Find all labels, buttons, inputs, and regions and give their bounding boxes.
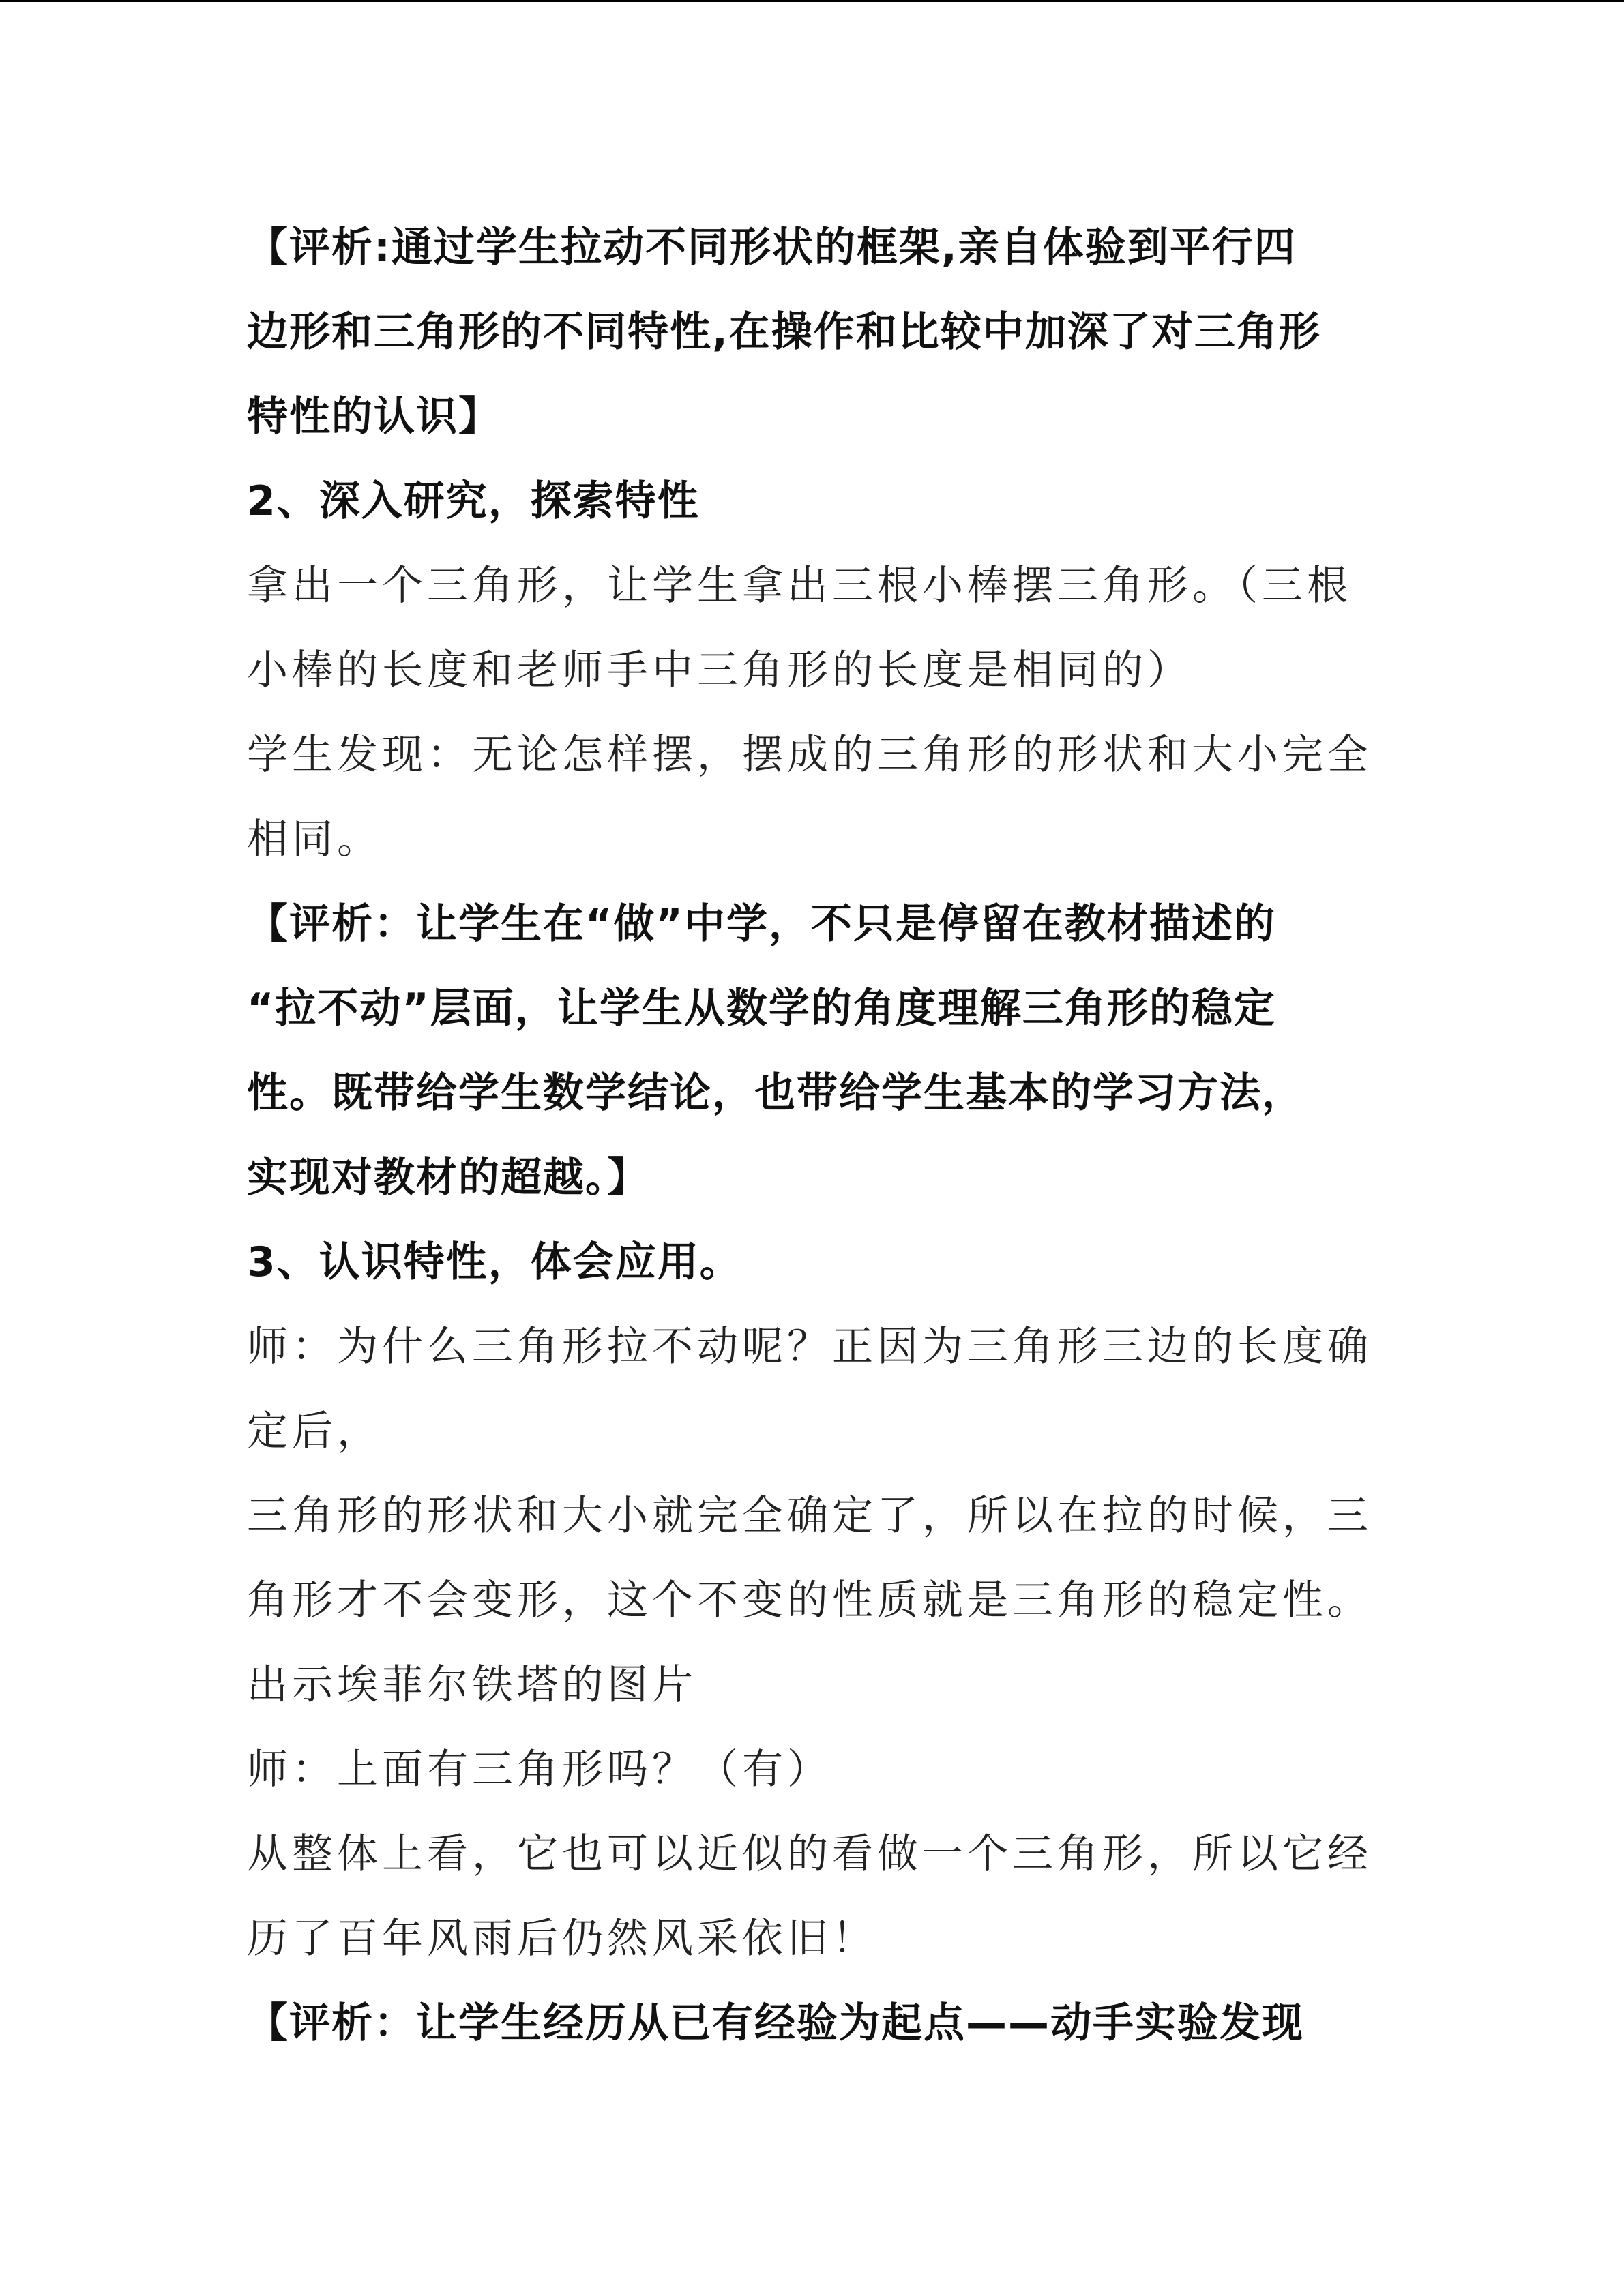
body-line: 定后， [247, 1407, 382, 1455]
commentary-line: “拉不动”层面，让学生从数学的角度理解三角形的稳定 [247, 985, 1276, 1032]
body-line: 学生发现：无论怎样摆，摆成的三角形的形状和大小完全 [247, 731, 1372, 779]
section-heading: 3、认识特性，体会应用。 [247, 1238, 742, 1286]
body-line: 出示埃菲尔铁塔的图片 [247, 1661, 697, 1709]
section-heading: 2、深入研究，探索特性 [247, 477, 700, 525]
body-line: 拿出一个三角形，让学生拿出三根小棒摆三角形。（三根 [247, 562, 1352, 610]
commentary-line: 性。既带给学生数学结论，也带给学生基本的学习方法， [247, 1069, 1304, 1117]
body-line: 角形才不会变形，这个不变的性质就是三角形的稳定性。 [247, 1577, 1372, 1624]
body-line: 历了百年风雨后仍然风采依旧！ [247, 1915, 877, 1963]
commentary-line: 【评析：让学生在“做”中学，不只是停留在教材描述的 [247, 900, 1276, 948]
body-line: 相同。 [247, 816, 382, 863]
body-line: 师：为什么三角形拉不动呢？正因为三角形三边的长度确 [247, 1323, 1372, 1371]
commentary-line: 【评析：让学生经历从已有经验为起点——动手实验发现 [247, 1999, 1304, 2047]
commentary-line: 【评析:通过学生拉动不同形状的框架,亲自体验到平行四 [247, 224, 1297, 271]
body-line: 师：上面有三角形吗？（有） [247, 1746, 832, 1793]
body-line: 小棒的长度和老师手中三角形的长度是相同的） [247, 646, 1192, 694]
commentary-line: 实现对教材的超越。】 [247, 1154, 649, 1202]
commentary-line: 边形和三角形的不同特性,在操作和比较中加深了对三角形 [247, 308, 1321, 356]
body-line: 从整体上看，它也可以近似的看做一个三角形，所以它经 [247, 1830, 1372, 1878]
body-line: 三角形的形状和大小就完全确定了，所以在拉的时候，三 [247, 1492, 1372, 1540]
document-body [247, 205, 1372, 2066]
commentary-line: 特性的认识】 [247, 393, 501, 441]
